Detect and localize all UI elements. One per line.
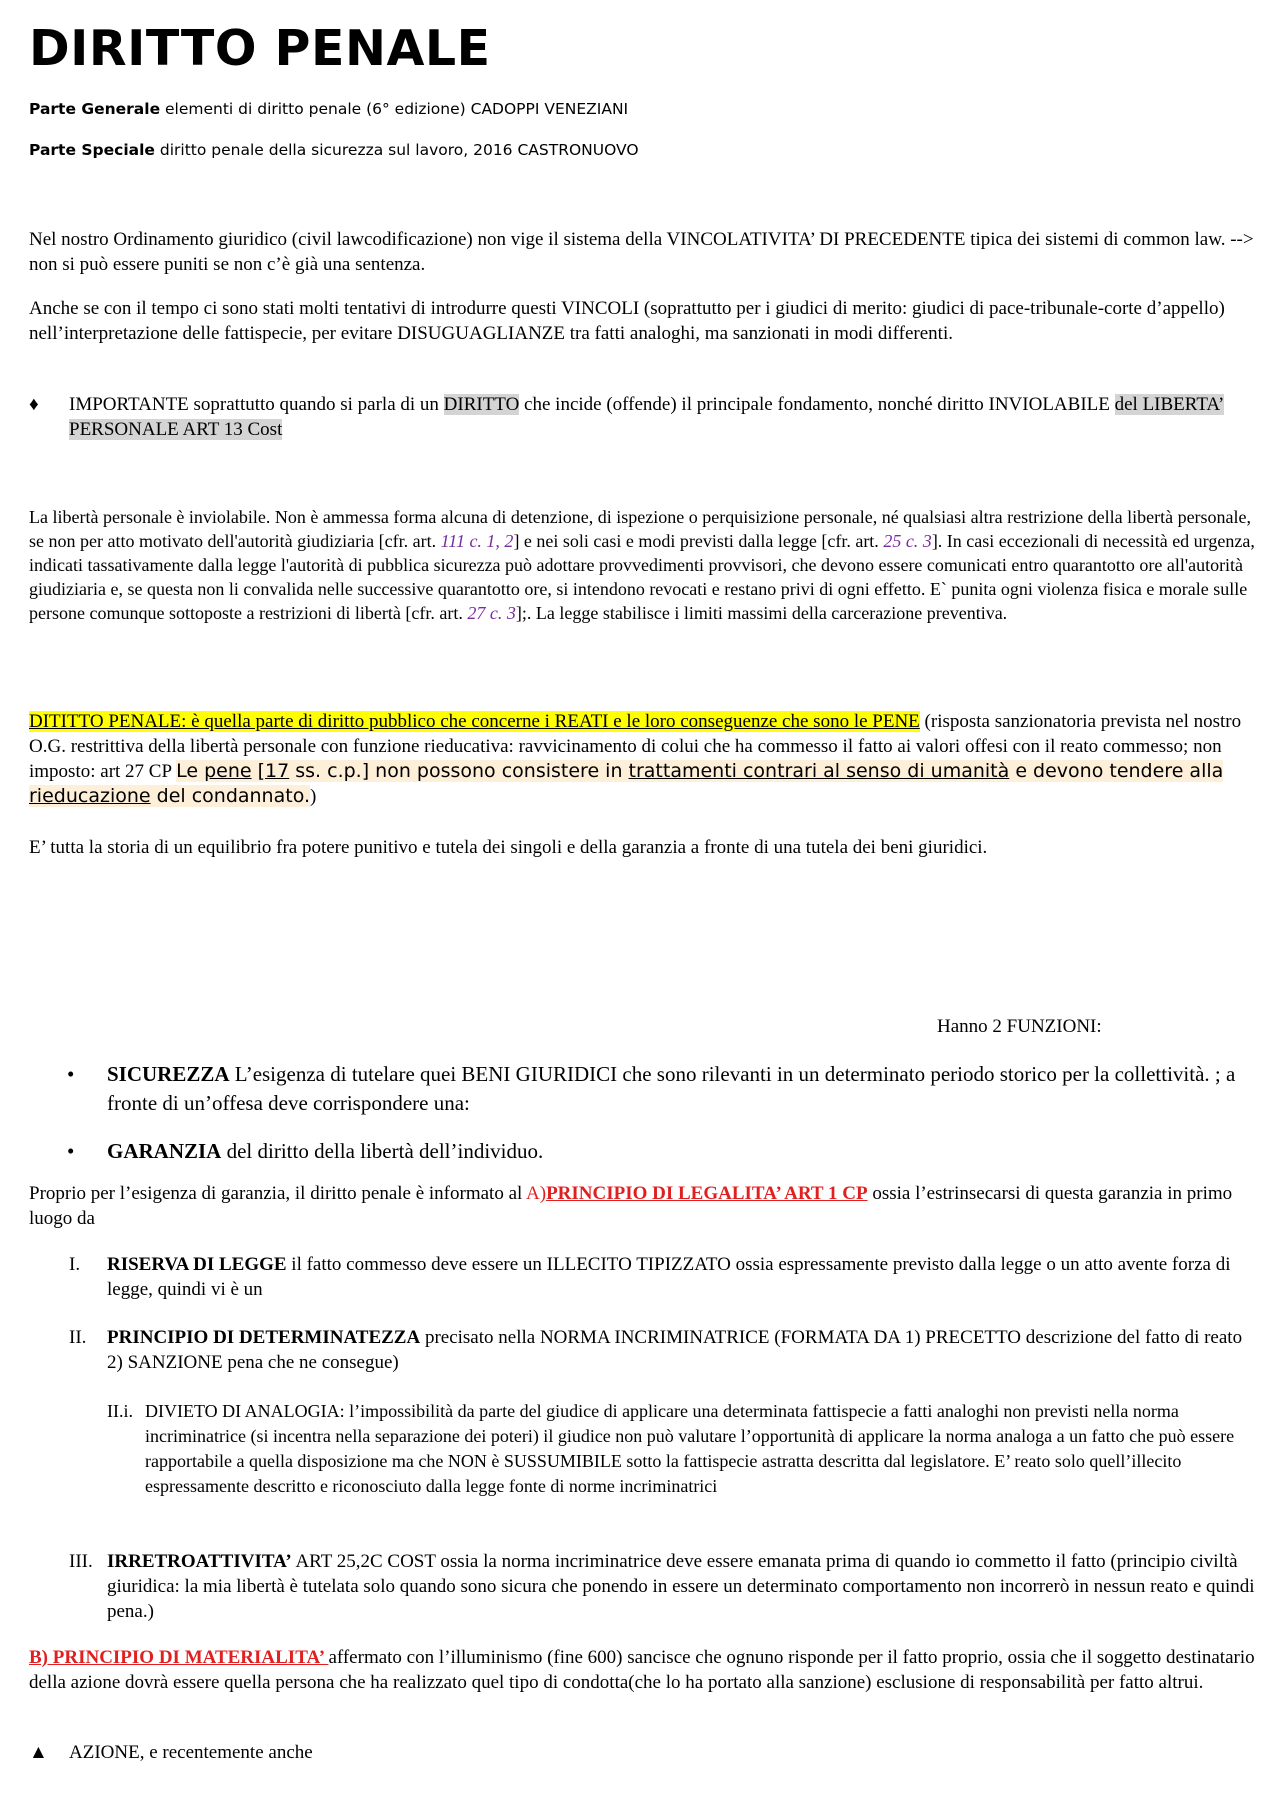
history-paragraph: E’ tutta la storia di un equilibrio fra potere punitivo e tutela dei singoli e della garanzia a fronte di una tutela dei beni giuridici. xyxy=(29,837,988,858)
article-ref-link[interactable]: 27 c. 3 xyxy=(467,603,516,623)
diamond-bullet-icon: ♦ xyxy=(29,394,39,415)
article-ref-link[interactable]: 111 c. 1, 2 xyxy=(440,531,514,551)
link-rieducazione[interactable]: rieducazione xyxy=(29,785,151,807)
article-13-text: La libertà personale è inviolabile. Non è ammessa forma alcuna di detenzione, di ispezione o perquisizione personale, né qualsiasi altra restrizione della libertà personale, se non per atto motivato dell'autorità giudiziaria [cfr. art. 111 c. 1, 2] e nei soli casi e modi previsti dalla legge [cfr. art. 25 c. 3]. In casi eccezionali di necessità ed urgenza, indicati tassativamente dalla legge l'autorità di pubblica sicurezza può adottare provvedimenti provvisori, che devono essere comunicati entro quarantotto ore all'autorità giudiziaria e, se questa non li convalida nelle successive quarantotto ore, si intendono revocati e restano privi di ogni effetto. E` punita ogni violenza fisica e morale sulle persone comunque sottoposte a restrizioni di libertà [cfr. art. 27 c. 3];. La legge stabilisce i limiti massimi della carcerazione preventiva. xyxy=(29,507,1255,623)
link-trattamenti[interactable]: trattamenti contrari al senso di umanità xyxy=(628,760,1010,782)
link-pene[interactable]: pene xyxy=(204,760,252,782)
intro-paragraph-2: Anche se con il tempo ci sono stati molti tentativi di introdurre questi VINCOLI (soprattutto per i giudici di merito: giudici di pace-tribunale-corte d’appello) nell’interpretazione delle fattispecie, per evitare DISUGUAGLIANZE tra fatti analoghi, ma sanzionati in modi differenti. xyxy=(29,298,1225,344)
document-title: DIRITTO PENALE xyxy=(29,20,491,77)
functions-heading: Hanno 2 FUNZIONI: xyxy=(937,1016,1102,1037)
bullet-icon: • xyxy=(67,1062,75,1086)
special-part-reference: Parte Speciale diritto penale della sicurezza sul lavoro, 2016 CASTRONUOVO xyxy=(29,141,639,159)
intro-paragraph-1: Nel nostro Ordinamento giuridico (civil lawcodificazione) non vige il sistema della VINCOLATIVITA’ DI PRECEDENTE tipica dei sistemi di common law. --> non si può essere puniti se non c’è già una sentenza. xyxy=(29,229,1254,275)
definition-paragraph: DITITTO PENALE: è quella parte di diritto pubblico che concerne i REATI e le loro conseguenze che sono le PENE (risposta sanzionatoria prevista nel nostro O.G. restrittiva della libertà personale con funzione rieducativa: ravvicinamento di colui che ha commesso il fatto ai valori offesi con il reato commesso; non imposto: art 27 CP Le pene [17 ss. c.p.] non possono consistere in trattamenti contrari al senso di umanità e devono tendere alla rieducazione del condannato.) xyxy=(29,711,1242,807)
article-ref-link[interactable]: 25 c. 3 xyxy=(883,531,932,551)
general-part-reference: Parte Generale elementi di diritto penale (6° edizione) CADOPPI VENEZIANI xyxy=(29,100,629,118)
materiality-paragraph: B) PRINCIPIO DI MATERIALITA’ affermato con l’illuminismo (fine 600) sancisce che ognuno risponde per il fatto proprio, ossia che il soggetto destinatario della azione dovrà essere quella persona che ha realizzato quel tipo di condotta(che lo ha portato alla sanzione) esclusione di responsabilità per fatto altrui. xyxy=(29,1647,1255,1693)
link-article-17[interactable]: 17 xyxy=(265,760,290,782)
bullet-icon: • xyxy=(67,1139,75,1163)
legality-paragraph: Proprio per l’esigenza di garanzia, il diritto penale è informato al A)PRINCIPIO DI LEGALITA’ ART 1 CP ossia l’estrinsecarsi di questa garanzia in primo luogo da xyxy=(29,1183,1233,1229)
triangle-bullet-icon: ▲ xyxy=(29,1742,48,1763)
